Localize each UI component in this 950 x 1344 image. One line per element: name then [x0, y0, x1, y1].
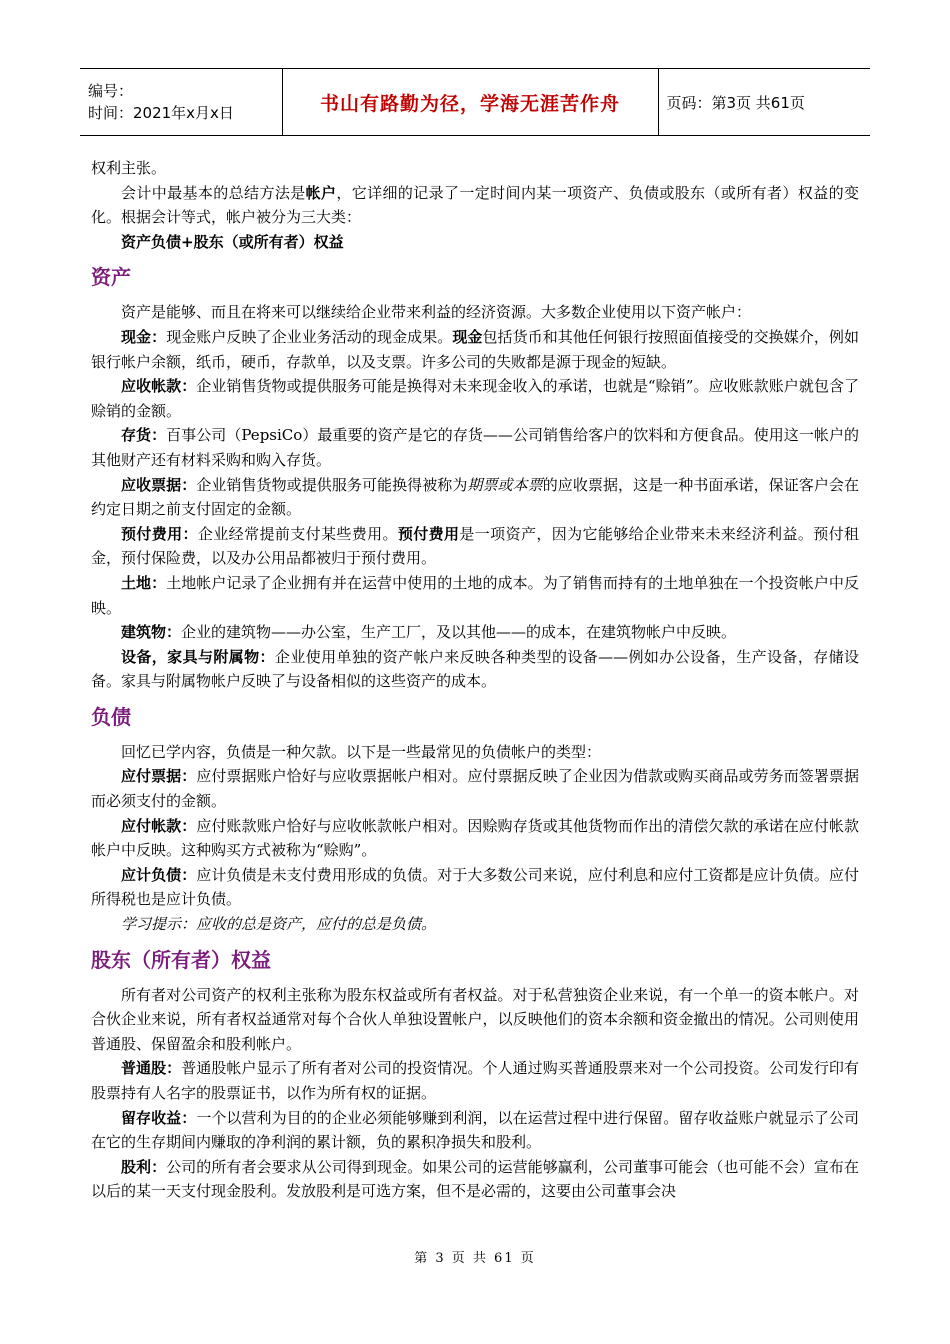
ar-text: 企业销售货物或提供服务可能是换得对未来现金收入的承诺，也就是“赊销”。应收账款账户就包含了赊销的金额。	[91, 377, 859, 420]
dividends-text: 公司的所有者会要求从公司得到现金。如果公司的运营能够赢利，公司董事可能会（也可能不会）宣布在以后的某一天支付现金股利。发放股利是可选方案，但不是必需的，这要由公司董事会决	[91, 1157, 859, 1201]
asset-cash	[91, 325, 859, 374]
intro-text-before: 会计中最基本的总结方法是	[121, 183, 306, 202]
header-motto-cell	[282, 69, 658, 136]
asset-equipment	[91, 645, 859, 694]
term-accounts-payable: 应付帐款：	[121, 816, 197, 835]
term-retained-earnings: 留存收益：	[121, 1108, 197, 1127]
accrued-text: 应计负债是未支付费用形成的负债。对于大多数公司来说，应付利息和应付工资都是应计负债。应付所得税也是应计负债。	[91, 865, 859, 909]
asset-inventory	[91, 423, 859, 472]
equipment-text: 企业使用单独的资产帐户来反映各种类型的设备——例如办公设备，生产设备，存储设备。家具与附属物帐户反映了与设备相似的这些资产的成本。	[91, 647, 859, 691]
header-right-cell	[658, 69, 870, 136]
term-prepaid: 预付费用：	[121, 524, 198, 543]
term-cash-2: 现金	[452, 327, 483, 346]
common-text: 普通股帐户显示了所有者对公司的投资情况。个人通过购买普通股票来对一个公司投资。公司发行印有股票持有人名字的股票证书，以作为所有权的证据。	[91, 1059, 859, 1102]
inventory-text: 百事公司（PepsiCo）最重要的资产是它的存货——公司销售给客户的饮料和方便食品。使用这一帐户的其他财产还有材料采购和购入存货。	[91, 426, 859, 469]
study-tip: 学习提示：应收的总是资产，应付的总是负债。	[121, 915, 437, 934]
intro-paragraph	[91, 181, 859, 230]
section-heading-liabilities: 负债	[91, 704, 131, 729]
intro-text-after: ，它详细的记录了一定时间内某一项资产、负债或股东（或所有者）权益的变化。根据会计等式，帐户被分为三大类：	[91, 183, 859, 227]
asset-prepaid	[91, 522, 859, 571]
nr-text-1: 企业销售货物或提供服务可能换得被称为	[196, 475, 468, 494]
cash-text-1: 现金账户反映了企业业务活动的现金成果。	[166, 327, 453, 346]
header-motto: 书山有路勤为径，学海无涯苦作舟	[319, 92, 620, 115]
term-buildings: 建筑物：	[121, 623, 182, 642]
header-date-label: 时间：2021年x月x日	[88, 104, 234, 122]
term-accounts-receivable: 应收帐款：	[121, 377, 197, 396]
equation-line	[91, 230, 859, 255]
asset-notes-receivable	[91, 473, 859, 522]
prepaid-text-1: 企业经常提前支付某些费用。	[197, 524, 398, 543]
section-heading-assets: 资产	[91, 265, 131, 290]
retained-text: 一个以营利为目的的企业必须能够赚到利润，以在运营过程中进行保留。留存收益账户就显示了公司在它的生存期间内赚取的净利润的累计额，负的累积净损失和股利。	[91, 1108, 859, 1152]
term-accrued: 应计负债：	[121, 865, 197, 884]
header-left-cell	[80, 69, 282, 136]
assets-intro: 资产是能够、而且在将来可以继续给企业带来利益的经济资源。大多数企业使用以下资产帐户：	[121, 303, 752, 322]
continuation-line: 权利主张。	[91, 159, 167, 177]
liability-accrued	[91, 863, 859, 912]
liabilities-intro: 回忆已学内容，负债是一种欠款。以下是一些最常见的负债帐户的类型：	[121, 742, 602, 761]
asset-accounts-receivable	[91, 374, 859, 423]
nr-italic: 期票或本票	[467, 475, 543, 494]
document-body	[91, 156, 859, 1204]
page-footer: 第 3 页 共 61 页	[414, 1251, 536, 1266]
term-equipment: 设备，家具与附属物：	[121, 647, 275, 666]
equity-dividends	[91, 1155, 859, 1204]
page-header	[80, 68, 870, 136]
liability-accounts-payable	[91, 814, 859, 863]
equity-intro: 所有者对公司资产的权利主张称为股东权益或所有者权益。对于私营独资企业来说，有一个单一的资本帐户。对合伙企业来说，所有者权益通常对每个合伙人单独设置帐户，以反映他们的资本余额和资金撤出的情况。公司则使用普通股、保留盈余和股利帐户。	[91, 985, 859, 1053]
term-notes-payable: 应付票据：	[121, 767, 197, 786]
nr-text-2: 的应收票据，这是一种书面承诺，保证客户会在约定日期之前支付固定的金额。	[91, 475, 859, 519]
term-common-stock: 普通股：	[121, 1059, 182, 1078]
equation-text: 资产负债+股东（或所有者）权益	[121, 232, 344, 251]
np-text: 应付票据账户恰好与应收票据帐户相对。应付票据反映了企业因为借款或购买商品或劳务而签署票据而必须支付的金额。	[91, 767, 859, 811]
section-heading-equity: 股东（所有者）权益	[91, 947, 271, 972]
header-page-label: 页码：第3页 共61页	[666, 93, 805, 112]
land-text: 土地帐户记录了企业拥有并在运营中使用的土地的成本。为了销售而持有的土地单独在一个投资帐户中反映。	[91, 573, 859, 617]
intro-bold-term: 帐户	[305, 183, 337, 202]
buildings-text: 企业的建筑物——办公室，生产工厂，及以其他——的成本，在建筑物帐户中反映。	[181, 623, 737, 642]
term-inventory: 存货：	[121, 426, 167, 445]
term-prepaid-2: 预付费用	[397, 524, 460, 543]
cash-text-2: 包括货币和其他任何银行按照面值接受的交换媒介，例如银行帐户余额，纸币，硬币，存款单，以及支票。许多公司的失败都是源于现金的短缺。	[91, 327, 859, 371]
term-cash: 现金：	[121, 327, 167, 346]
term-dividends: 股利：	[121, 1157, 167, 1176]
prepaid-text-2: 是一项资产，因为它能够给企业带来未来经济利益。预付租金，预付保险费，以及办公用品都被归于预付费用。	[91, 524, 859, 568]
equity-retained-earnings	[91, 1106, 859, 1155]
liability-notes-payable	[91, 764, 859, 813]
asset-land	[91, 571, 859, 620]
ap-text: 应付账款账户恰好与应收帐款帐户相对。因赊购存货或其他货物而作出的清偿欠款的承诺在应付帐款帐户中反映。这种购买方式被称为“赊购”。	[91, 816, 859, 860]
asset-buildings	[91, 620, 859, 645]
term-land: 土地：	[121, 573, 167, 592]
equity-common-stock	[91, 1056, 859, 1105]
header-number-label: 编号：	[88, 82, 134, 100]
term-notes-receivable: 应收票据：	[121, 475, 197, 494]
